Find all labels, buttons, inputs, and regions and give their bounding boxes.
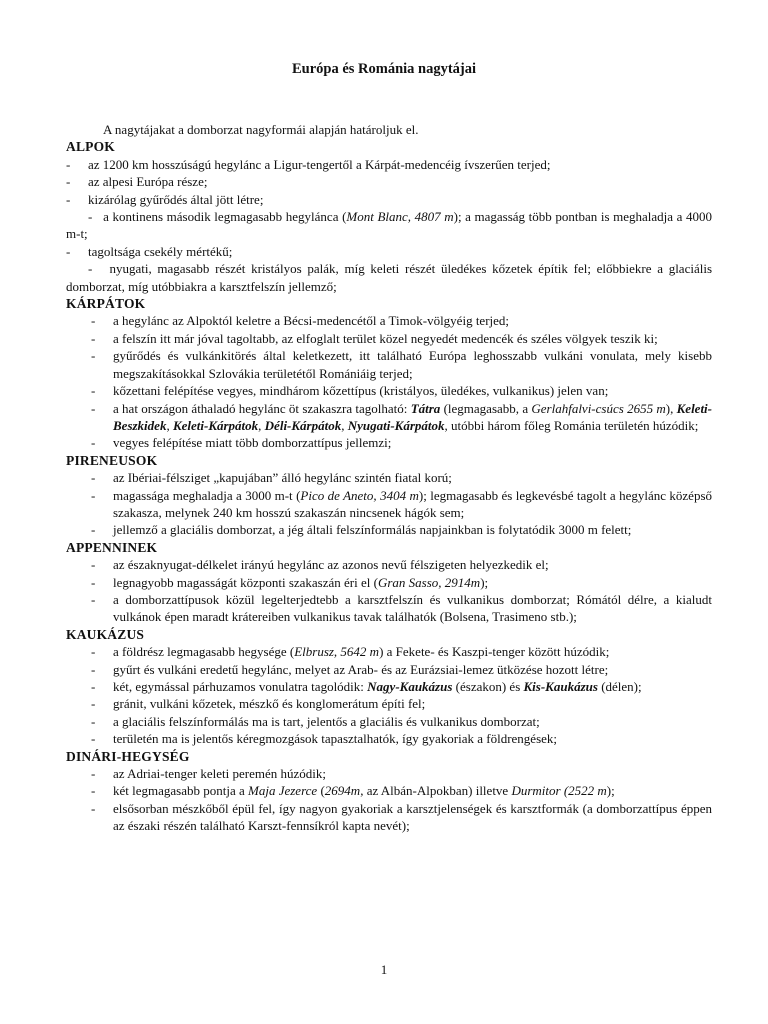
- list-item: - a hat országon áthaladó hegylánc öt szakaszra tagolható: Tátra (legmagasabb, a Gerlahfalvi-csúcs 2655 m), Keleti-Beszkidek, Keleti-Kárpátok, Déli-Kárpátok, Nyugati-Kárpátok, utóbbi három főleg Románia területén húzódik;: [91, 400, 713, 433]
- list-item: - tagoltsága csekély mértékű;: [66, 243, 233, 259]
- list-item: - gránit, vulkáni kőzetek, mészkő és konglomerátum építi fel;: [91, 696, 426, 712]
- list-item: - két, egymással párhuzamos vonulatra tagolódik: Nagy-Kaukázus (északon) és Kis-Kaukázus (délen);: [91, 679, 642, 694]
- list-item: - az Ibériai-félsziget „kapujában” álló hegylánc szintén fiatal korú;: [91, 470, 452, 486]
- list-item: - két legmagasabb pontja a Maja Jezerce (2694m, az Albán-Alpokban) illetve Durmitor (2522 m);: [91, 783, 615, 799]
- section-heading-karpatok: KÁRPÁTOK: [66, 296, 146, 312]
- list-item: - a felszín itt már jóval tagoltabb, az elfoglalt terület közel negyedét medencék és széles völgyek teszik ki;: [91, 330, 658, 346]
- section-heading-appenninek: APPENNINEK: [66, 539, 158, 555]
- list-item: - legnagyobb magasságát központi szakaszán éri el (Gran Sasso, 2914m);: [91, 574, 489, 590]
- list-item: - területén ma is jelentős kéregmozgások tapasztalhatók, így gyakoriak a földrengések;: [91, 731, 558, 747]
- list-item: - vegyes felépítése miatt több domborzattípus jellemzi;: [91, 435, 392, 451]
- section-heading-dinari: DINÁRI-HEGYSÉG: [66, 748, 190, 764]
- document-body: [66, 121, 712, 835]
- intro-paragraph: A nagytájakat a domborzat nagyformái alapján határoljuk el.: [103, 122, 419, 137]
- list-item: - az alpesi Európa része;: [66, 174, 208, 190]
- page-title: Európa és Románia nagytájai: [291, 61, 477, 77]
- list-item: - a földrész legmagasabb hegysége (Elbrusz, 5642 m) a Fekete- és Kaszpi-tenger között húzódik;: [91, 644, 610, 660]
- section-heading-kaukazus: KAUKÁZUS: [66, 626, 145, 642]
- list-item: - a kontinens második legmagasabb hegylánca (Mont Blanc, 4807 m); a magasság több pontban is meghaladja a 4000 m-t;: [66, 209, 712, 242]
- list-item: - az 1200 km hosszúságú hegylánc a Ligur-tengertől a Kárpát-medencéig ívszerűen terjed;: [66, 156, 551, 172]
- list-item: - a glaciális felszínformálás ma is tart, jelentős a glaciális és vulkanikus domborzat;: [91, 713, 540, 729]
- section-pireneusok: [66, 469, 712, 539]
- list-item: - elsősorban mészkőből épül fel, így nagyon gyakoriak a karsztjelenségek és karsztformák (a domborzattípus éppen az északi részén található Karszt-fennsíkról kapta nevét);: [91, 800, 712, 834]
- list-item: - kőzettani felépítése vegyes, mindhárom kőzettípus (kristályos, üledékes, vulkanikus) jelen van;: [91, 383, 609, 399]
- list-item: - az Adriai-tenger keleti peremén húzódik;: [91, 766, 326, 782]
- list-item: - az északnyugat-délkelet irányú hegylánc az azonos nevű félszigeten helyezkedik el;: [91, 557, 549, 573]
- section-heading-alpok: ALPOK: [66, 139, 116, 155]
- list-item: - kizárólag gyűrődés által jött létre;: [66, 191, 264, 207]
- page-number: 1: [380, 962, 388, 977]
- list-item: - gyűrt és vulkáni eredetű hegylánc, melyet az Arab- és az Eurázsiai-lemez ütközése hozott létre;: [91, 661, 609, 677]
- list-item: - gyűrődés és vulkánkitörés által keletkezett, itt található Európa leghosszabb vulkáni vonulata, mely kisebb megszakításokkal Szlovákia területétől Romániáig terjed;: [91, 348, 712, 381]
- list-item: - nyugati, magasabb részét kristályos palák, míg keleti részét üledékes kőzetek építik fel; előbbiekre a glaciális domborzat, míg utóbbiakra a karsztfelszín jellemző;: [66, 261, 713, 294]
- list-item: - a domborzattípusok közül legelterjedtebb a karsztfelszín és vulkanikus domborzat; Rómától délre, a kialudt vulkánok épen maradt krátereiben vulkanikus tavak találhatók (Bolsena, Trasimeno stb.);: [91, 591, 712, 625]
- section-alpok: [66, 156, 712, 295]
- list-item: - magassága meghaladja a 3000 m-t (Pico de Aneto, 3404 m); legmagasabb és legkevésbé tagolt a hegylánc középső szakasza, melynek 240 km hosszú szakaszán nincsenek hágók sem;: [91, 487, 712, 520]
- section-dinari: [66, 765, 712, 835]
- section-karpatok: [66, 312, 712, 451]
- list-item: - jellemző a glaciális domborzat, a jég általi felszínformálás napjainkban is folytatódik 3000 m felett;: [91, 522, 632, 538]
- section-kaukazus: [66, 643, 712, 747]
- list-item: - a hegylánc az Alpoktól keletre a Bécsi-medencétől a Timok-völgyéig terjed;: [91, 313, 510, 329]
- section-heading-pireneusok: PIRENEUSOK: [66, 452, 158, 468]
- section-appenninek: [66, 556, 712, 626]
